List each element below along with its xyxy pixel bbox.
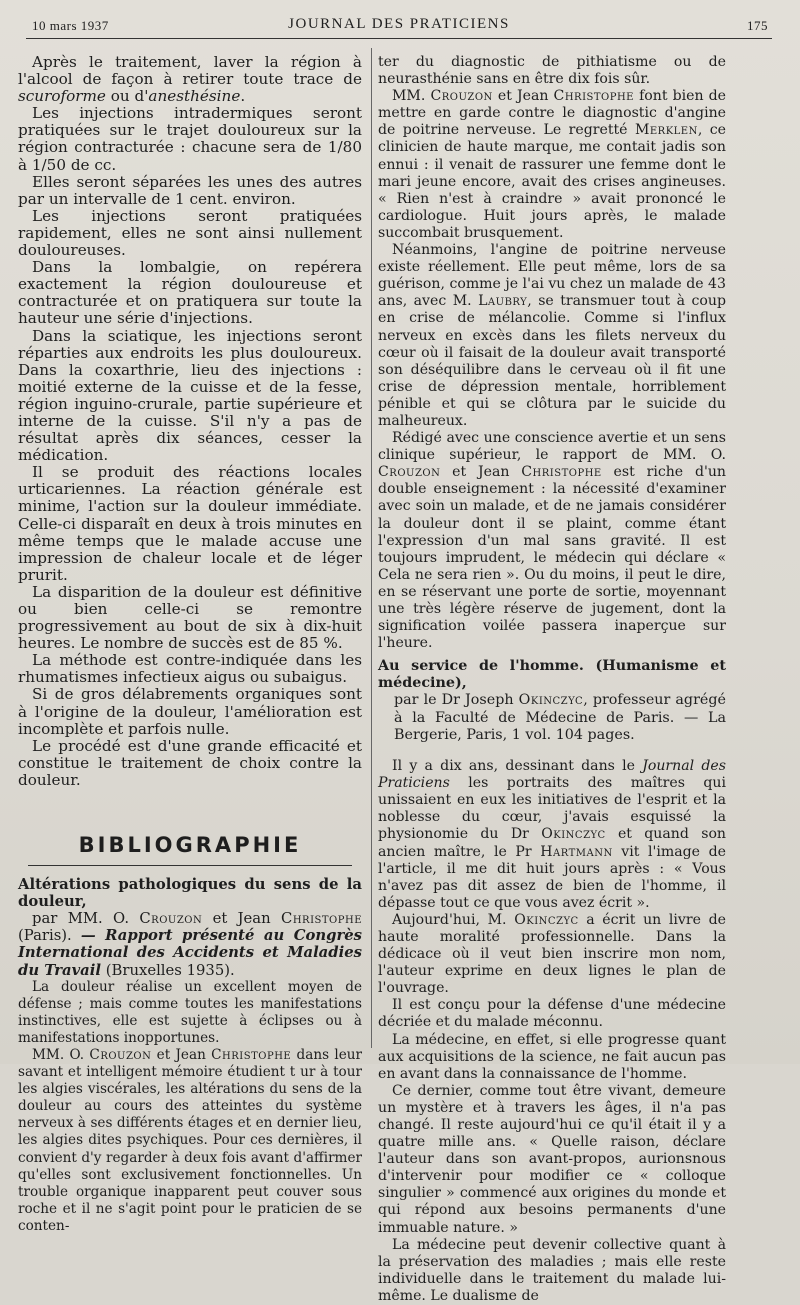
page-number: 175 bbox=[747, 18, 768, 33]
bibliography-entry: Au service de l'homme. (Humanisme et médecine), par le Dr Joseph Okinczyc, professeur agrégé à la Faculté de Médecine de Paris. — La Bergerie, Paris, 1 vol. 104 pages. bbox=[378, 658, 726, 743]
paragraph: Dans la sciatique, les injections seront réparties aux endroits les plus douloureux. Dans la coxarthrie, lieu des injections : moitié externe de la cuisse et de la fesse, région inguino-crurale, partie supérieure et interne de la cuisse. S'il n'y a pas de résultat après dix séances, cesser la médication. bbox=[18, 326, 362, 465]
right-column bbox=[378, 54, 726, 1305]
issue-date: 10 mars 1937 bbox=[32, 18, 109, 33]
paragraph: Il y a dix ans, dessinant dans le Journal des Praticiens les portraits des maîtres qui unissaient en eux les initiatives de l'esprit et la noblesse du cœur, j'avais esquissé la physionomie du Dr Okinczyc et quand son ancien maître, le Pr Hartmann vit l'image de l'article, il me dit huit jours après : « Vous n'avez pas dit assez de bien de l'homme, il dépasse tout ce que vous avez écrit ». bbox=[378, 758, 727, 911]
left-column bbox=[18, 54, 362, 1235]
paragraph: La médecine peut devenir collective quant à la préservation des maladies ; mais elle reste individuelle dans le traitement du malade lui-même. Le dualisme de bbox=[378, 1236, 726, 1304]
paragraph: MM. O. Crouzon et Jean Christophe dans leur savant et intelligent mémoire étudient t ur à tour les algies viscérales, les altérations du sens de la douleur au cours des atteintes du système nerveux à ses différents étages et en dernier lieu, les algies dites psychiques. Pour ces dernières, il convient d'y regarder à deux fois avant d'affirmer qu'elles sont exclusivement fonctionnelles. Un trouble organique inapparent peut couver sous roche et il ne s'agit point pour le praticien de se conten- bbox=[18, 1046, 362, 1234]
bibliography-entry: Altérations pathologiques du sens de la douleur, par MM. O. Crouzon et Jean Christophe (Paris). — Rapport présenté au Congrès International des Accidents et Maladies du Travail (Bruxelles 1935). bbox=[18, 876, 362, 979]
paragraph: La méthode est contre-indiquée dans les rhumatismes infectieux aigus ou subaigus. bbox=[18, 651, 362, 687]
paragraph: Ce dernier, comme tout être vivant, demeure un mystère et à travers les âges, il n'a pas changé. Il reste aujourd'hui ce qu'il était il y a quatre mille ans. « Quelle raison, déclare l'auteur dans son avant-propos, aurionsnous d'intervenir pour modifier ce « colloque singulier » commencé aux origines du monde et qui répond aux besoins permanents d'une immuable nature. » bbox=[378, 1082, 726, 1236]
section-rule bbox=[28, 865, 352, 866]
paragraph: Néanmoins, l'angine de poitrine nerveuse existe réellement. Elle peut même, lors de sa guérison, comme je l'ai vu chez un malade de 43 ans, avec M. Laubry, se transmuer tout à coup en crise de mélancolie. Comme si l'influx nerveux en excès dans les filets nerveux du cœur où il faisait de la douleur avait transporté son déséquilibre dans le cerveau où il fit une crise de dépression mentale, horriblement pénible et qui se clôtura par le suicide du malheureux. bbox=[378, 242, 726, 429]
paragraph: MM. Crouzon et Jean Christophe font bien de mettre en garde contre le diagnostic d'angine de poitrine nerveuse. Le regretté Merklen, ce clinicien de haute marque, me contait jadis son ennui : il venait de rassurer une femme dont le mari jeune encore, avait des crises angineuses. « Rien n'est à craindre » avait prononcé le cardiologue. Huit jours après, le malade succombait brusquement. bbox=[378, 88, 726, 241]
header-rule bbox=[26, 38, 772, 39]
paragraph: Dans la lombalgie, on repérera exactement la région douloureuse et contracturée et on pratiquera sur toute la hauteur une série d'injections. bbox=[18, 258, 362, 328]
paragraph: Rédigé avec une conscience avertie et un sens clinique supérieur, le rapport de MM. O. Crouzon et Jean Christophe est riche d'un double enseignement : la nécessité d'examiner avec soin un malade, et de ne jamais considérer la douleur dont il se plaint, comme étant l'expression d'un mal sans gravité. Il est toujours imprudent, le médecin qui déclare « Cela ne sera rien ». Ou du moins, il peut le dire, en se réservant une porte de sortie, moyennant une très légère réserve de jugement, dont la signification voilée passera inaperçue sur l'heure. bbox=[378, 430, 726, 652]
paragraph: Aujourd'hui, M. Okinczyc a écrit un livre de haute moralité professionnelle. Dans la dédicace où il veut bien inscrire mon nom, l'auteur exprime en deux lignes le plan de l'ouvrage. bbox=[378, 911, 726, 997]
column-divider bbox=[371, 48, 372, 1048]
paragraph: Si de gros délabrements organiques sont à l'origine de la douleur, l'amélioration est incomplète et parfois nulle. bbox=[18, 685, 362, 738]
paragraph: Les injections intradermiques seront pratiquées sur le trajet douloureux sur la région contracturée : chacune sera de 1/80 à 1/50 de cc. bbox=[18, 104, 362, 174]
page-header bbox=[26, 14, 772, 36]
paragraph: Les injections seront pratiquées rapidement, elles ne sont ainsi nullement douloureuses. bbox=[18, 206, 362, 260]
journal-title: JOURNAL DES PRATICIENS bbox=[288, 16, 510, 32]
section-heading: BIBLIOGRAPHIE bbox=[78, 833, 302, 858]
paragraph: La médecine, en effet, si elle progresse quant aux acquisitions de la science, ne fait aucun pas en avant dans la connaissance de l'homme. bbox=[378, 1031, 726, 1082]
paragraph: Le procédé est d'une grande efficacité et constitue le traitement de choix contre la douleur. bbox=[18, 736, 362, 789]
paragraph: Après le traitement, laver la région à l'alcool de façon à retirer toute trace de scuroforme ou d'anesthésine. bbox=[18, 53, 362, 106]
paragraph: La disparition de la douleur est définitive ou bien celle-ci se remontre progressivement au bout de six à dix-huit heures. Le nombre de succès est de 85 %. bbox=[18, 582, 362, 653]
paragraph: Il est conçu pour la défense d'une médecine décriée et du malade méconnu. bbox=[378, 997, 726, 1031]
paragraph: ter du diagnostic de pithiatisme ou de neurasthénie sans en être dix fois sûr. bbox=[378, 54, 726, 88]
paragraph: Elles seront séparées les unes des autres par un intervalle de 1 cent. environ. bbox=[18, 172, 362, 208]
paragraph: Il se produit des réactions locales urticariennes. La réaction générale est minime, l'action sur la douleur immédiate. Celle-ci disparaît en deux à trois minutes en même temps que le malade accuse une impression de chaleur locale et de léger prurit. bbox=[18, 463, 362, 584]
paragraph: La douleur réalise un excellent moyen de défense ; mais comme toutes les manifestations instinctives, elle est sujette à éclipses ou à manifestations inopportunes. bbox=[18, 978, 362, 1046]
